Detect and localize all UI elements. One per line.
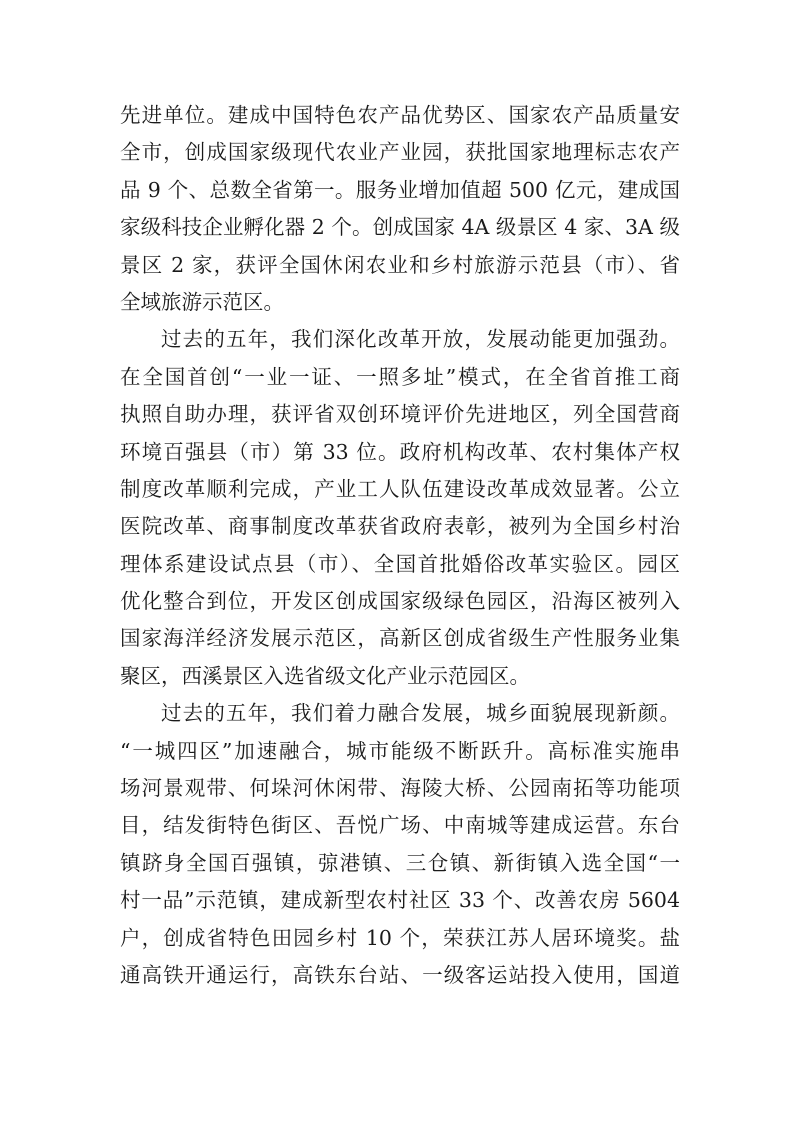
text-line: 景区 2 家，获评全国休闲农业和乡村旅游示范县（市）、省 bbox=[120, 252, 680, 277]
text-line: 全域旅游示范区。 bbox=[120, 289, 284, 314]
text-line: 环境百强县（市）第 33 位。政府机构改革、农村集体产权 bbox=[120, 439, 680, 464]
text-line: 执照自助办理，获评省双创环境评价先进地区，列全国营商 bbox=[120, 402, 680, 427]
text-line: 优化整合到位，开发区创成国家级绿色园区，沿海区被列入 bbox=[120, 589, 680, 614]
text-line: 目，结发街特色街区、吾悦广场、中南城等建成运营。东台 bbox=[120, 813, 680, 838]
text-line: 镇跻身全国百强镇，弶港镇、三仓镇、新街镇入选全国“一 bbox=[120, 850, 680, 875]
text-line: 在全国首创“一业一证、一照多址”模式，在全省首推工商 bbox=[120, 364, 680, 389]
text-line: 过去的五年，我们深化改革开放，发展动能更加强劲。 bbox=[161, 327, 680, 352]
text-line: 场河景观带、何垛河休闲带、海陵大桥、公园南拓等功能项 bbox=[120, 776, 680, 801]
text-line: 通高铁开通运行，高铁东台站、一级客运站投入使用，国道 bbox=[120, 962, 680, 987]
text-line: 过去的五年，我们着力融合发展，城乡面貌展现新颜。 bbox=[161, 701, 680, 726]
text-line: 聚区，西溪景区入选省级文化产业示范园区。 bbox=[120, 663, 530, 688]
text-line: 制度改革顺利完成，产业工人队伍建设改革成效显著。公立 bbox=[120, 476, 680, 501]
body-text bbox=[120, 97, 680, 994]
text-line: 村一品”示范镇，建成新型农村社区 33 个、改善农房 5604 bbox=[120, 888, 680, 913]
text-line: 先进单位。建成中国特色农产品优势区、国家农产品质量安 bbox=[120, 103, 680, 127]
text-line: “一城四区”加速融合，城市能级不断跃升。高标准实施串 bbox=[120, 738, 680, 763]
text-line: 国家海洋经济发展示范区，高新区创成省级生产性服务业集 bbox=[120, 626, 680, 651]
text-line: 品 9 个、总数全省第一。服务业增加值超 500 亿元，建成国 bbox=[120, 177, 680, 202]
text-line: 全市，创成国家级现代农业产业园，获批国家地理标志农产 bbox=[120, 140, 680, 165]
text-line: 理体系建设试点县（市）、全国首批婚俗改革实验区。园区 bbox=[120, 551, 680, 576]
text-line: 户，创成省特色田园乡村 10 个，荣获江苏人居环境奖。盐 bbox=[120, 925, 680, 950]
text-line: 医院改革、商事制度改革获省政府表彰，被列为全国乡村治 bbox=[120, 514, 680, 539]
text-line: 家级科技企业孵化器 2 个。创成国家 4A 级景区 4 家、3A 级 bbox=[120, 215, 680, 240]
